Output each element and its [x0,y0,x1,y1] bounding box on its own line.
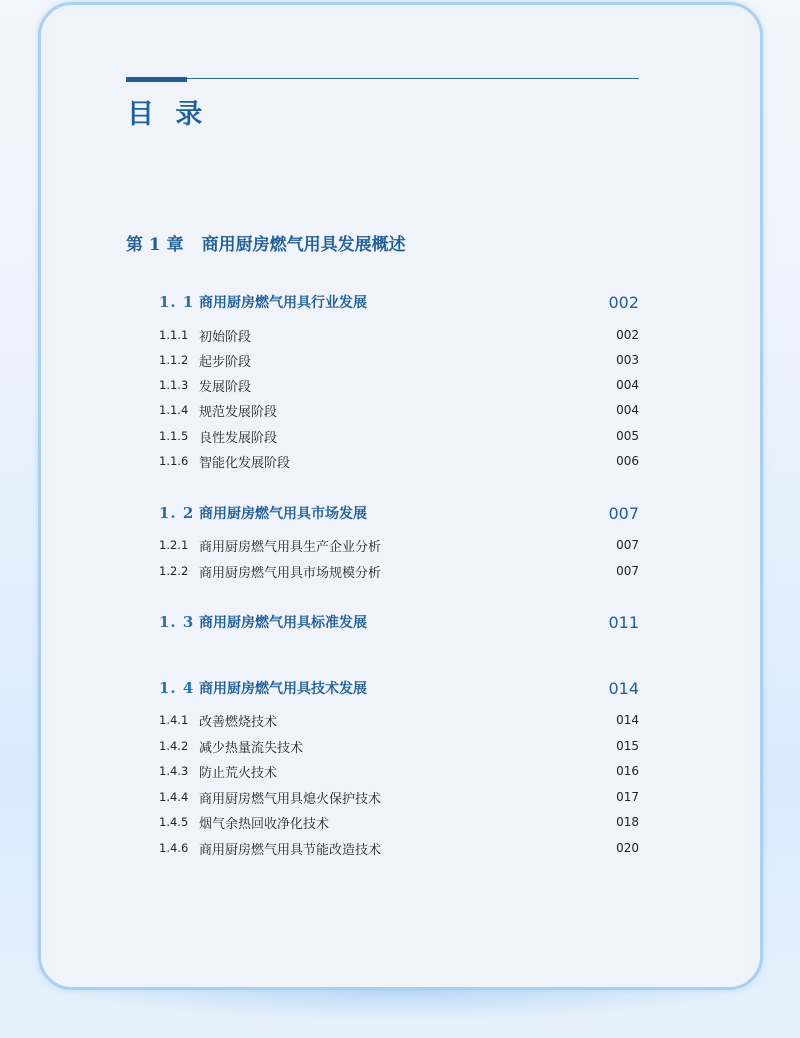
section-page: 007 [608,503,639,523]
item-title: 起步阶段 [199,354,252,370]
item-number: 1.4.3 [159,764,189,778]
item-number: 1.1.4 [159,403,189,417]
item-number: 1.1.5 [159,429,189,443]
item-number: 1.2.1 [159,538,189,552]
section-page: 002 [608,292,639,312]
section-number: 1. 3 [159,613,195,631]
toc-section-1-2[interactable] [159,502,639,524]
item-title: 商用厨房燃气用具节能改造技术 [199,842,382,858]
item-page: 014 [616,713,639,727]
toc-item-1-4-2[interactable] [159,735,639,757]
item-title: 商用厨房燃气用具熄火保护技术 [199,791,382,807]
toc-item-1-4-5[interactable] [159,811,639,833]
section-page: 011 [608,612,639,632]
item-title: 商用厨房燃气用具市场规模分析 [199,565,382,581]
item-page: 003 [616,353,639,367]
item-number: 1.4.5 [159,815,189,829]
item-title: 良性发展阶段 [199,430,278,446]
toc-item-1-1-3[interactable] [159,374,639,396]
section-number: 1. 2 [159,504,195,522]
item-page: 002 [616,328,639,342]
section-title: 商用厨房燃气用具标准发展 [199,615,367,631]
item-number: 1.4.1 [159,713,189,727]
item-page: 007 [616,564,639,578]
chapter-label: 第 1 章 [126,235,184,255]
toc-item-1-2-2[interactable] [159,560,639,582]
toc-item-1-1-2[interactable] [159,349,639,371]
item-page: 006 [616,454,639,468]
item-page: 016 [616,764,639,778]
section-page: 014 [608,678,639,698]
toc-item-1-2-1[interactable] [159,534,639,556]
toc-item-1-4-4[interactable] [159,786,639,808]
item-number: 1.2.2 [159,564,189,578]
section-title: 商用厨房燃气用具市场发展 [199,506,367,522]
item-title: 发展阶段 [199,379,252,395]
section-number: 1. 1 [159,293,195,311]
item-page: 007 [616,538,639,552]
header-rule [126,78,639,79]
toc-section-1-4[interactable] [159,677,639,699]
toc-item-1-4-1[interactable] [159,709,639,731]
item-page: 020 [616,841,639,855]
section-title: 商用厨房燃气用具技术发展 [199,681,367,697]
toc-item-1-1-4[interactable] [159,399,639,421]
item-title: 智能化发展阶段 [199,455,291,471]
section-title: 商用厨房燃气用具行业发展 [199,295,367,311]
chapter-heading [126,230,406,255]
item-number: 1.4.2 [159,739,189,753]
item-page: 004 [616,403,639,417]
item-number: 1.1.6 [159,454,189,468]
item-page: 017 [616,790,639,804]
page-title: 目 录 [127,99,209,130]
toc-item-1-1-1[interactable] [159,324,639,346]
toc-section-1-1[interactable] [159,291,639,313]
item-title: 烟气余热回收净化技术 [199,816,330,832]
item-title: 规范发展阶段 [199,404,278,420]
toc-item-1-4-6[interactable] [159,837,639,859]
item-number: 1.1.1 [159,328,189,342]
item-page: 015 [616,739,639,753]
item-page: 018 [616,815,639,829]
item-number: 1.4.4 [159,790,189,804]
item-title: 改善燃烧技术 [199,714,278,730]
item-number: 1.1.3 [159,378,189,392]
toc-section-1-3[interactable] [159,611,639,633]
item-page: 004 [616,378,639,392]
toc-item-1-4-3[interactable] [159,760,639,782]
toc-item-1-1-6[interactable] [159,450,639,472]
header-rule-accent [126,77,187,82]
section-number: 1. 4 [159,679,195,697]
toc-item-1-1-5[interactable] [159,425,639,447]
item-title: 商用厨房燃气用具生产企业分析 [199,539,382,555]
item-number: 1.4.6 [159,841,189,855]
item-title: 初始阶段 [199,329,252,345]
chapter-title: 商用厨房燃气用具发展概述 [201,235,406,255]
item-title: 防止荒火技术 [199,765,278,781]
item-title: 减少热量流失技术 [199,740,304,756]
item-page: 005 [616,429,639,443]
item-number: 1.1.2 [159,353,189,367]
